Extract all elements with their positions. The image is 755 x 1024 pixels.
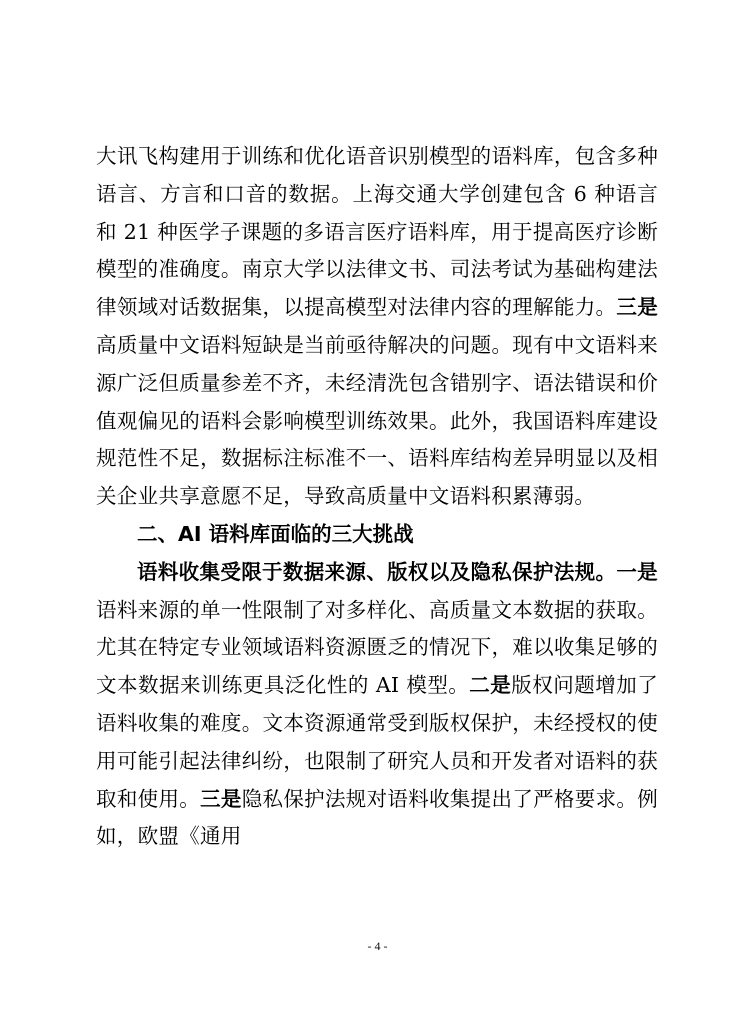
paragraph-1-bold-third: 三是: [616, 295, 658, 320]
paragraph-2-text-1: 语料来源的单一性限制了对多样化、高质量文本数据的获取。尤其在特定专业领域语料资源匮乏的情况下，难以收集足够的文本数据来训练更具泛化性的 AI 模型。: [96, 597, 658, 698]
paragraph-1-text-1: 大讯飞构建用于训练和优化语音识别模型的语料库，包含多种语言、方言和口音的数据。上海交通大学创建包含 6 种语言和 21 种医学子课题的多语言医疗语料库，用于提高医疗诊断模型的准确度。南京大学以法律文书、司法考试为基础构建法律领域对话数据集，以提高模型对法律内容的理解能力。: [96, 144, 658, 320]
page-body: [96, 138, 658, 856]
paragraph-2-bold-second: 二是: [469, 673, 512, 698]
paragraph-challenges: [96, 554, 658, 856]
paragraph-2-bold-third: 三是: [200, 786, 242, 811]
section-heading: 二、AI 语料库面临的三大挑战: [137, 521, 414, 546]
paragraph-1-text-2: 高质量中文语料短缺是当前亟待解决的问题。现有中文语料来源广泛但质量参差不齐，未经清洗包含错别字、语法错误和价值观偏见的语料会影响模型训练效果。此外，我国语料库建设规范性不足，数据标注标准不一、语料库结构差异明显以及相关企业共享意愿不足，导致高质量中文语料积累薄弱。: [96, 332, 658, 509]
paragraph-2-text-2: 版权问题增加了语料收集的难度。文本资源通常受到版权保护，未经授权的使用可能引起法律纠纷，也限制了研究人员和开发者对语料的获取和使用。: [96, 673, 658, 811]
paragraph-2-text-3: 隐私保护法规对语料收集提出了严格要求。例如，欧盟《通用: [96, 786, 659, 849]
paragraph-corpus-examples: [96, 138, 658, 516]
paragraph-2-lead-sentence: 语料收集受限于数据来源、版权以及隐私保护法规。: [137, 559, 617, 584]
paragraph-2-bold-first: 一是: [616, 559, 658, 584]
page-number: - 4 -: [367, 939, 388, 953]
